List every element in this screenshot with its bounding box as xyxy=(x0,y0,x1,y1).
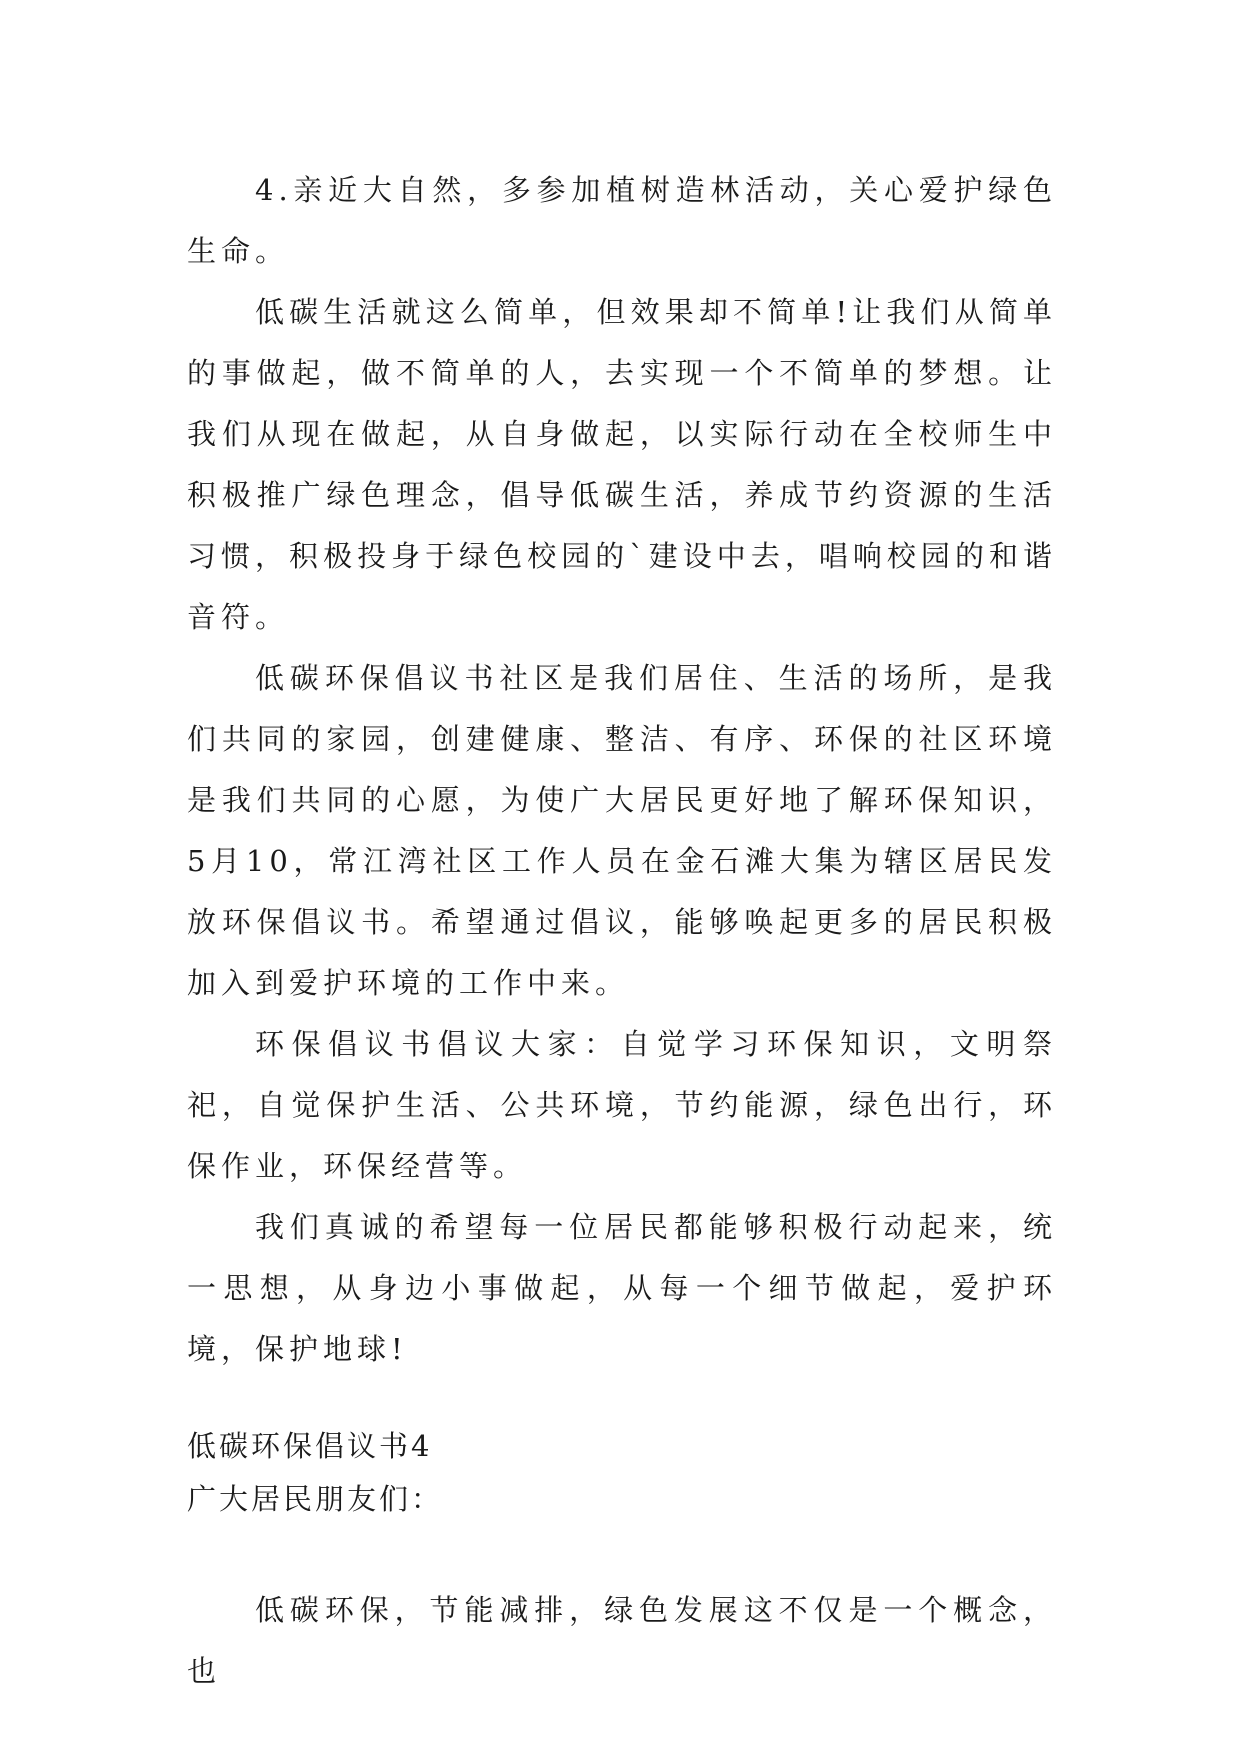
spacer xyxy=(187,1526,1057,1580)
paragraph-community-initiative: 低碳环保倡议书社区是我们居住、生活的场所，是我们共同的家园，创建健康、整洁、有序、环保的社区环境是我们共同的心愿，为使广大居民更好地了解环保知识，5月10，常江湾社区工作人员在金石滩大集为辖区居民发放环保倡议书。希望通过倡议，能够唤起更多的居民积极加入到爱护环境的工作中来。 xyxy=(187,661,1057,1000)
paragraph-sincere-hope: 我们真诚的希望每一位居民都能够积极行动起来，统一思想，从身边小事做起，从每一个细节做起，爱护环境，保护地球! xyxy=(187,1210,1057,1366)
document-body xyxy=(187,160,1057,1702)
paragraph-low-carbon-simple: 低碳生活就这么简单，但效果却不简单!让我们从简单的事做起，做不简单的人，去实现一个不简单的梦想。让我们从现在做起，从自身做起，以实际行动在全校师生中积极推广绿色理念，倡导低碳生活，养成节约资源的生活习惯，积极投身于绿色校园的`建设中去，唱响校园的和谐音符。 xyxy=(187,295,1057,634)
section-title: 低碳环保倡议书4 xyxy=(187,1429,433,1463)
paragraph-initiative-content: 环保倡议书倡议大家：自觉学习环保知识，文明祭祀，自觉保护生活、公共环境，节约能源，绿色出行，环保作业，环保经营等。 xyxy=(187,1027,1057,1183)
salutation: 广大居民朋友们： xyxy=(187,1482,444,1516)
paragraph-closing: 低碳环保，节能减排，绿色发展这不仅是一个概念，也 xyxy=(187,1593,1057,1688)
spacer xyxy=(187,1380,1057,1420)
paragraph-green-life: 4.亲近大自然，多参加植树造林活动，关心爱护绿色生命。 xyxy=(187,173,1057,268)
